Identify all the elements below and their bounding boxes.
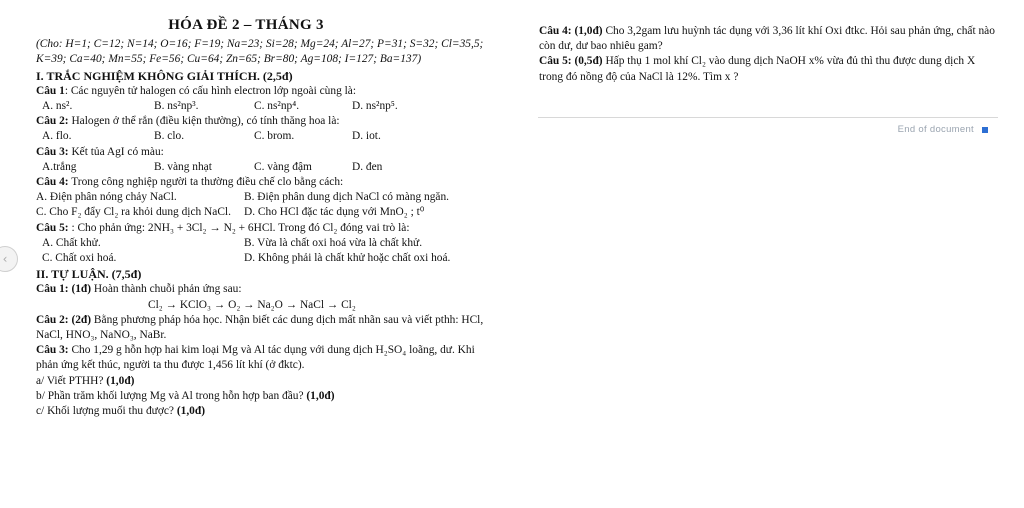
- end-of-document-marker: [898, 124, 988, 135]
- option-b: B. Điện phân dung dịch NaCl có màng ngăn.: [244, 191, 449, 204]
- right-column: [539, 24, 999, 85]
- essay-question-3a: a/ Viết PTHH? (1,0đ): [36, 374, 135, 387]
- option-b: B. clo.: [154, 130, 185, 143]
- question-5: Câu 5: : Cho phản ứng: 2NH₃ + 3Cl₂ → N₂ + 6HCl. Trong đó Cl₂ đóng vai trò là:: [36, 221, 410, 234]
- option-a: A. ns².: [42, 100, 73, 113]
- question-2: Câu 2: Halogen ở thể rắn (điều kiện thường), có tính thăng hoa là:: [36, 115, 340, 128]
- option-d: D. ns²np⁵.: [352, 100, 398, 113]
- page-title: HÓA ĐỀ 2 – THÁNG 3: [168, 17, 324, 33]
- essay-question-4: Câu 4: (1,0đ) Cho 3,2gam lưu huỳnh tác dụng với 3,36 lít khí Oxi đtkc. Hỏi sau phản ứng, chất nào còn dư, dư bao nhiêu gam?: [539, 25, 995, 53]
- question-4-options-ab: [36, 190, 496, 205]
- option-c: C. brom.: [254, 130, 295, 143]
- option-d: D. Không phải là chất khử hoặc chất oxi hoá.: [244, 252, 451, 265]
- essay-question-5: Câu 5: (0,5đ) Hấp thụ 1 mol khí Cl₂ vào dung dịch NaOH x% vừa đủ thì thu được dung dịch X trong đó nồng độ của NaCl là 12%. Tìm x ?: [539, 55, 976, 83]
- option-a: A. Chất khử.: [42, 236, 101, 249]
- previous-page-button[interactable]: [0, 246, 18, 272]
- end-of-document-label: End of document: [897, 124, 974, 135]
- option-d: D. đen: [352, 160, 383, 173]
- option-d: D. Cho HCl đặc tác dụng với MnO₂ ; t⁰: [244, 206, 425, 219]
- question-5-options-cd: [36, 251, 496, 266]
- essay-question-3b: b/ Phần trăm khối lượng Mg và Al trong hỗn hợp ban đầu? (1,0đ): [36, 389, 335, 402]
- option-c: C. Chất oxi hoá.: [42, 252, 117, 265]
- question-5-options-ab: [36, 236, 496, 251]
- page-end-divider: [538, 117, 998, 118]
- essay-question-3: Câu 3: Cho 1,29 g hỗn hợp hai kim loại Mg và Al tác dụng với dung dịch H₂SO₄ loãng, dư. Khi phản ứng kết thúc, người ta thu được 1,456 lít khí (ở đktc).: [36, 344, 475, 372]
- essay-question-1: Câu 1: (1đ) Hoàn thành chuỗi phản ứng sau:: [36, 283, 242, 296]
- question-1-options: [36, 99, 496, 114]
- option-a: A.trắng: [42, 160, 77, 173]
- part1-heading: I. TRẮC NGHIỆM KHÔNG GIẢI THÍCH. (2,5đ): [36, 68, 293, 83]
- reaction-chain: Cl₂ → KClO₃ → O₂ → Na₂O → NaCl → Cl₂: [148, 298, 356, 311]
- chevron-left-icon: ‹: [2, 252, 8, 266]
- option-b: B. ns²np³.: [154, 100, 199, 113]
- option-b: B. vàng nhạt: [154, 160, 212, 173]
- question-1: Câu 1: Các nguyên tử halogen có cấu hình electron lớp ngoài cùng là:: [36, 84, 356, 97]
- option-c: C. vàng đậm: [254, 160, 312, 173]
- option-c: C. ns²np⁴.: [254, 100, 300, 113]
- option-d: D. iot.: [352, 130, 381, 143]
- question-3: Câu 3: Kết tủa AgI có màu:: [36, 145, 164, 158]
- essay-question-2: Câu 2: (2đ) Bằng phương pháp hóa học. Nhận biết các dung dịch mất nhãn sau và viết pthh: HCl, NaCl, HNO₃, NaNO₃, NaBr.: [36, 313, 484, 342]
- question-3-options: [36, 160, 496, 175]
- question-4: Câu 4: Trong công nghiệp người ta thường điều chế clo bằng cách:: [36, 176, 344, 189]
- option-a: A. flo.: [42, 130, 72, 143]
- question-4-options-cd: [36, 205, 496, 220]
- essay-question-3c: c/ Khối lượng muối thu được? (1,0đ): [36, 405, 205, 418]
- given-atomic-masses: (Cho: H=1; C=12; N=14; O=16; F=19; Na=23; Si=28; Mg=24; Al=27; P=31; S=32; Cl=35,5; K=39; Ca=40; Mn=55; Fe=56; Cu=64; Zn=65; Br=80; Ag=108; I=127; Ba=137): [36, 38, 484, 66]
- part2-heading: II. TỰ LUẬN. (7,5đ): [36, 267, 142, 282]
- option-b: B. Vừa là chất oxi hoá vừa là chất khử.: [244, 236, 423, 249]
- left-column: [36, 18, 496, 419]
- option-a: A. Điện phân nóng chảy NaCl.: [36, 191, 177, 204]
- question-2-options: [36, 129, 496, 144]
- square-icon: [982, 127, 988, 133]
- option-c: C. Cho F₂ đẩy Cl₂ ra khỏi dung dịch NaCl.: [36, 206, 231, 219]
